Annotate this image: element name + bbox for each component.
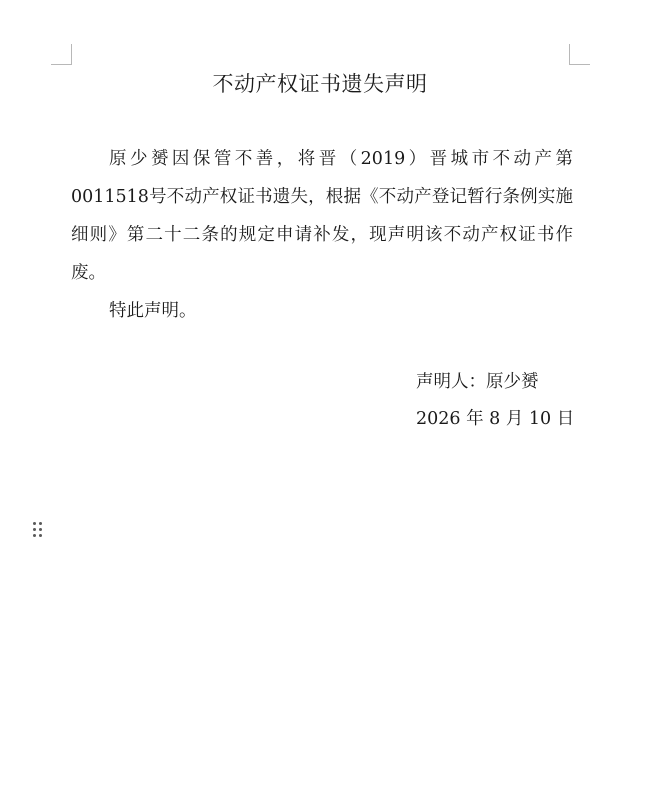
document-body[interactable] [71,140,573,330]
signature-block[interactable] [416,364,574,438]
document-title[interactable]: 不动产权证书遗失声明 [212,72,428,96]
declarant-line[interactable]: 声明人：原少赟 [416,372,539,392]
page-corner-mark-top-right [569,44,590,65]
paragraph-statement[interactable]: 原少赟因保管不善，将晋（2019）晋城市不动产第0011518号不动产权证书遗失，根据《不动产登记暂行条例实施细则》第二十二条的规定申请补发，现声明该不动产权证书作废。 [71,149,573,283]
page-corner-mark-top-left [51,44,72,65]
drag-handle-icon[interactable] [33,522,43,538]
date-line[interactable]: 2026 年 8 月 10 日 [416,409,575,429]
paragraph-closing[interactable]: 特此声明。 [109,301,197,321]
